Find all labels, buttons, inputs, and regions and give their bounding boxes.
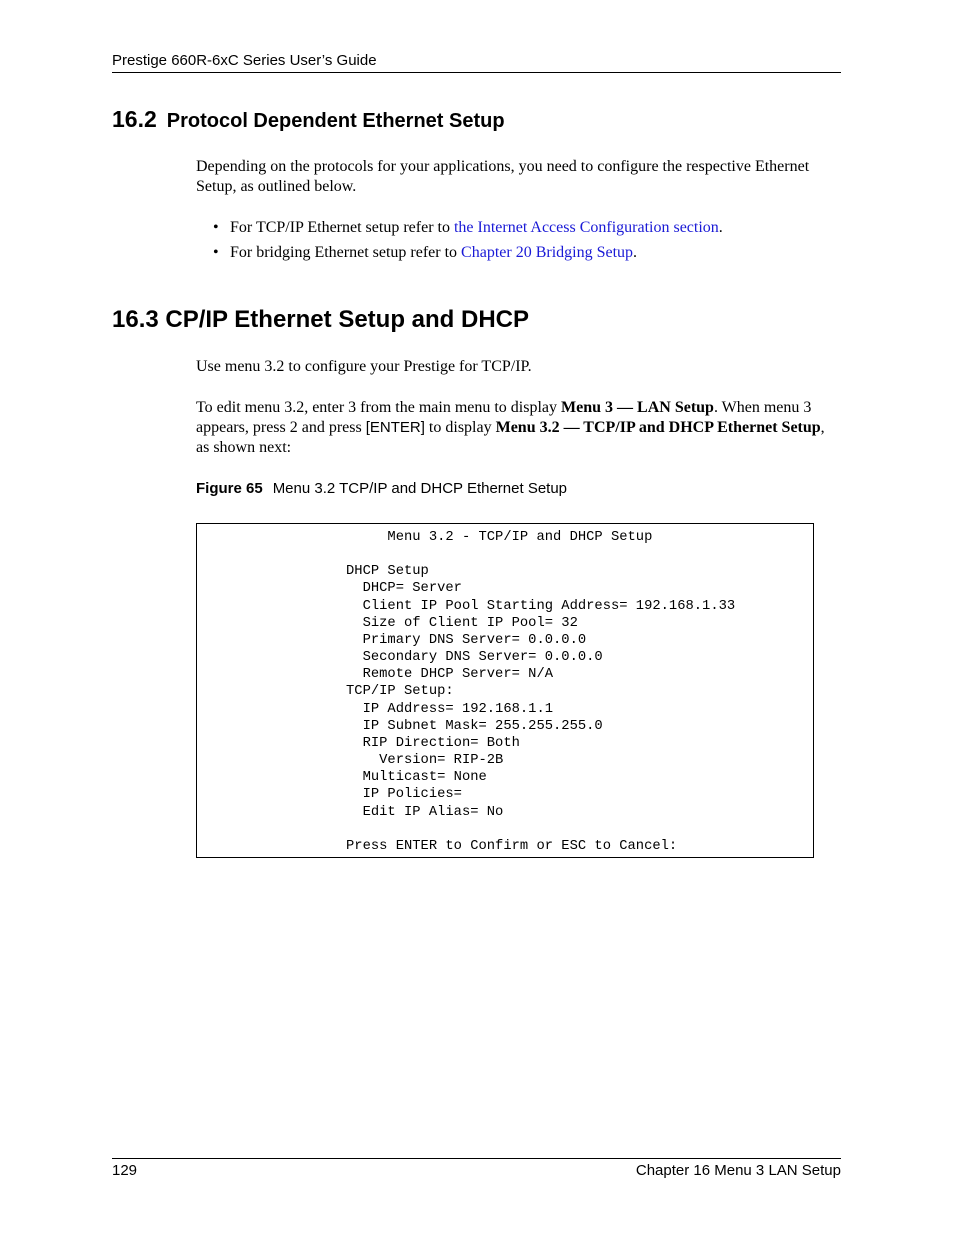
- para-text: . When menu 3 appears, press 2 and press: [196, 399, 812, 436]
- menu-screen-box: [196, 523, 814, 858]
- section-heading-16-3: 16.3 CP/IP Ethernet Setup and DHCP: [112, 306, 529, 333]
- header-title: Prestige 660R-6xC Series User’s Guide: [112, 52, 377, 69]
- internet-access-link[interactable]: the Internet Access Configuration section: [453, 219, 719, 236]
- bullet-icon: •: [213, 244, 219, 261]
- section-title: Protocol Dependent Ethernet Setup: [166, 110, 505, 132]
- menu-usage-paragraph: Use menu 3.2 to configure your Prestige for TCP/IP.: [196, 358, 532, 375]
- para-text: , as shown next:: [196, 419, 825, 456]
- para-text: to display: [424, 419, 496, 436]
- menu-screen-text: Menu 3.2 - TCP/IP and DHCP Setup DHCP Setup DHCP= Server Client IP Pool Starting Address= 192.168.1.33 Size of Client IP Pool= 32 Primary DNS Server= 0.0.0.0 Secondary DNS Server= 0.0.0.0 Remote DHCP Server= N/A TCP/IP Setup: IP Address= 192.168.1.1 IP Subnet Mask= 255.255.255.0 RIP Direction= Both Version= RIP-2B Multicast= None IP Policies= Edit IP Alias= No Press ENTER to Confirm or ESC to Cancel:: [346, 530, 736, 854]
- list-item: [213, 243, 637, 263]
- page-footer: [112, 1158, 841, 1179]
- section-heading-16-2: [112, 106, 505, 134]
- list-item-text: For TCP/IP Ethernet setup refer to: [230, 219, 454, 236]
- enter-key: [ENTER]: [365, 419, 425, 436]
- figure-label: Figure 65: [196, 480, 263, 497]
- intro-paragraph: Depending on the protocols for your applications, you need to configure the respective Ethernet Setup, as outlined below.: [196, 158, 810, 195]
- bullet-icon: •: [213, 219, 219, 236]
- edit-menu-paragraph: [196, 398, 841, 458]
- menu-3-reference: Menu 3 — LAN Setup: [561, 399, 714, 416]
- list-item-suffix: .: [633, 244, 638, 261]
- figure-caption: [196, 480, 567, 498]
- menu-3-2-reference: Menu 3.2 — TCP/IP and DHCP Ethernet Setup: [495, 419, 821, 436]
- figure-title: Menu 3.2 TCP/IP and DHCP Ethernet Setup: [272, 480, 568, 497]
- list-item-text: For bridging Ethernet setup refer to: [230, 244, 462, 261]
- page-number: 129: [112, 1162, 138, 1179]
- list-item: [213, 218, 723, 238]
- para-text: To edit menu 3.2, enter 3 from the main menu to display: [196, 399, 562, 416]
- chapter-label: Chapter 16 Menu 3 LAN Setup: [635, 1162, 841, 1179]
- page-header: [112, 52, 841, 73]
- list-item-suffix: .: [718, 219, 723, 236]
- section-number: 16.2: [112, 106, 157, 132]
- bridging-setup-link[interactable]: Chapter 20 Bridging Setup: [461, 244, 634, 261]
